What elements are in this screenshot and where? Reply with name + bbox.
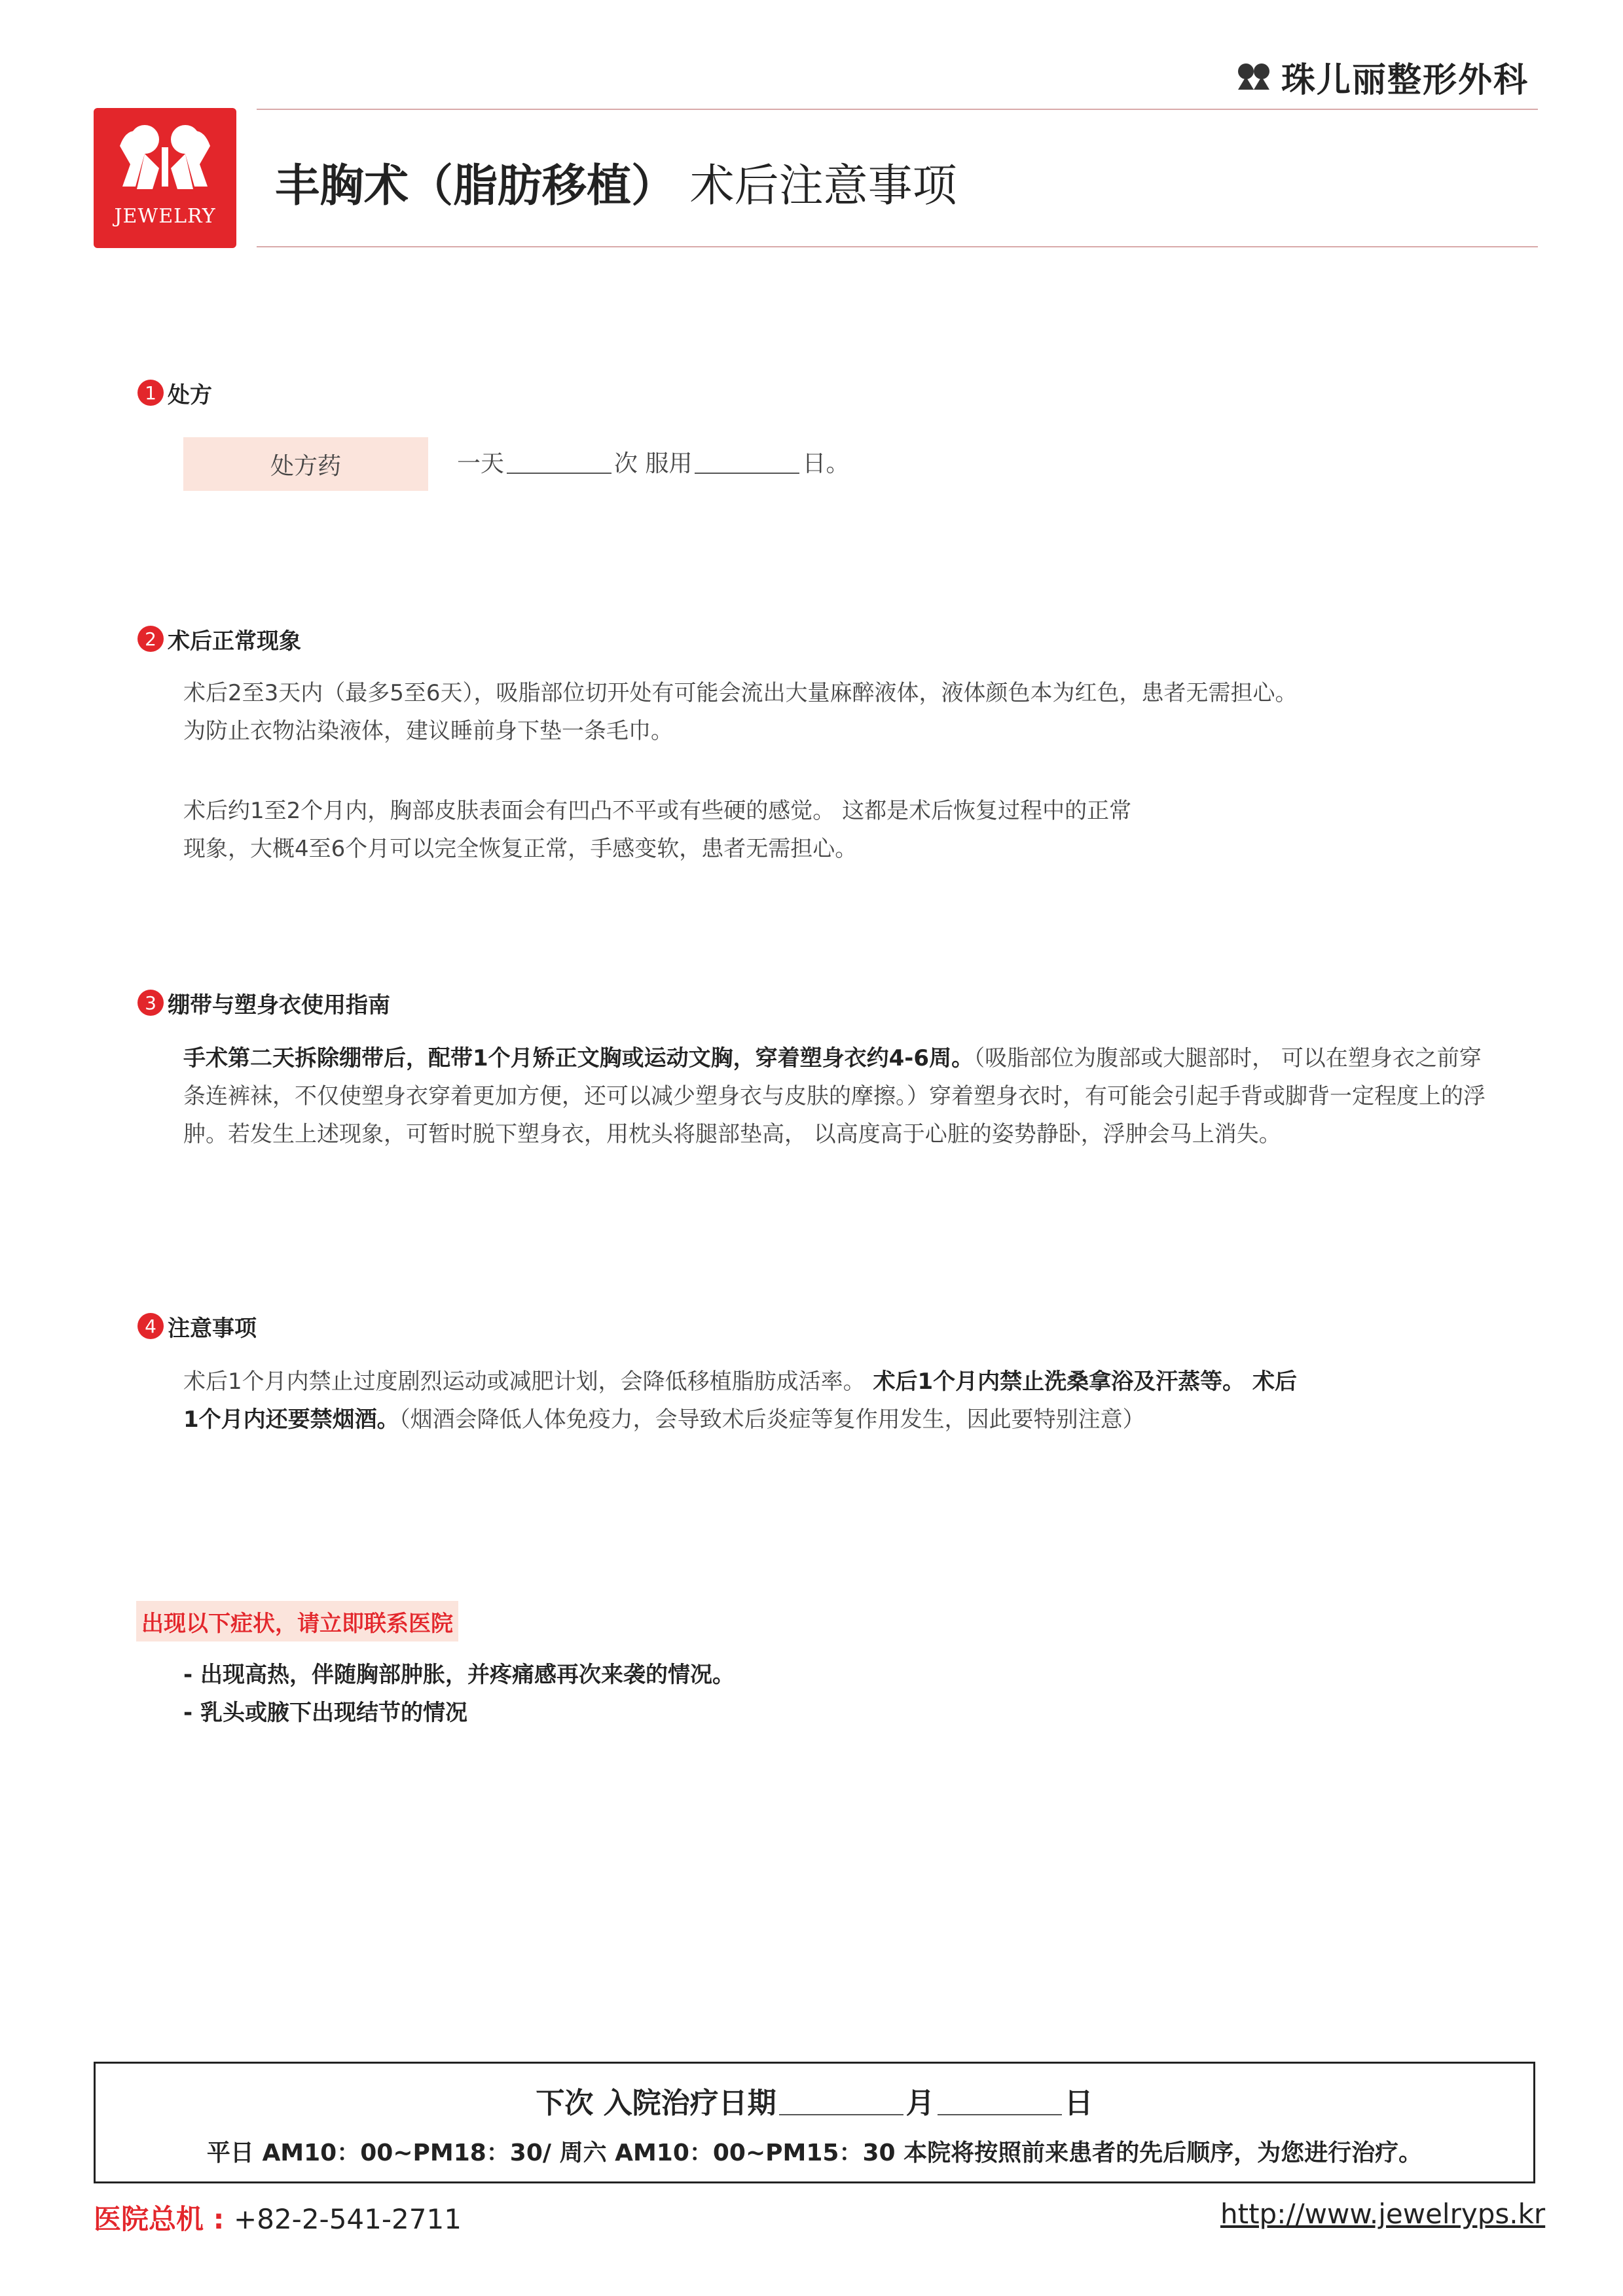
phone-number[interactable]: +82-2-541-2711 (234, 2203, 462, 2235)
days-blank[interactable] (695, 450, 799, 474)
warning-item: - 出现高热，伴随胸部肿胀，并疼痛感再次来袭的情况。 (183, 1662, 735, 1688)
opening-hours: 平日 AM10：00~PM18：30/ 周六 AM10：00~PM15：30 本院将按照前来患者的先后顺序，为您进行治疗。 (206, 2140, 1423, 2166)
section-number-badge: 2 (137, 626, 164, 652)
section-title: 处方 (168, 382, 212, 408)
rx-text-2: 次 服用 (614, 450, 693, 477)
logo-wordmark: JEWELRY (114, 205, 216, 228)
caution-bold: 术后1个月内禁止洗桑拿浴及汗蒸等。 术后1个月内还要禁烟酒。 (183, 1369, 1297, 1433)
phone-label: 医院总机 : (94, 2203, 234, 2235)
page-title (275, 151, 957, 214)
hospital-phone (94, 2198, 462, 2237)
section-title: 绷带与塑身衣使用指南 (168, 992, 390, 1018)
section-number-badge: 3 (137, 990, 164, 1016)
month-blank[interactable] (779, 2085, 903, 2115)
appointment-box (94, 2062, 1535, 2183)
title-bold: 丰胸术（脂肪移植） (275, 160, 676, 212)
rx-text-3: 日。 (802, 450, 850, 477)
caution-detail: （烟酒会降低人体免疫力，会导致术后炎症等复作用发生，因此要特别注意） (399, 1407, 1145, 1433)
warning-item: - 乳头或腋下出现结节的情况 (183, 1700, 467, 1726)
section-3-heading (137, 987, 390, 1018)
brand-header (1234, 54, 1529, 99)
paragraph-line: 现象，大概4至6个月可以完全恢复正常，手感变软，患者无需担心。 (183, 836, 858, 862)
next-appointment-line (96, 2079, 1533, 2121)
paragraph-line: 为防止衣物沾染液体，建议睡前身下垫一条毛巾。 (183, 718, 673, 744)
bold-instruction: 手术第二天拆除绷带后，配带1个月矫正文胸或运动文胸，穿着塑身衣约4-6周。 (183, 1045, 974, 1071)
section-4-heading (137, 1310, 257, 1342)
paragraph-line: 术后约1至2个月内，胸部皮肤表面会有凹凸不平或有些硬的感觉。 这都是术后恢复过程中的正常 (183, 798, 1132, 824)
prescription-label: 处方药 (183, 437, 428, 491)
section-2-heading (137, 623, 301, 655)
title-normal: 术后注意事项 (676, 160, 957, 212)
times-per-day-blank[interactable] (507, 450, 611, 474)
header-rule-top (257, 109, 1538, 110)
brand-name: 珠儿丽整形外科 (1281, 60, 1529, 100)
prescription-line (457, 445, 849, 478)
section-number-badge: 4 (137, 1313, 164, 1339)
website-link[interactable]: http://www.jewelryps.kr (1220, 2198, 1546, 2230)
section-title: 术后正常现象 (168, 628, 301, 655)
section-2-paragraph-2 (183, 792, 1486, 868)
section-4-paragraph (183, 1363, 1303, 1439)
caution-text: 术后1个月内禁止过度剧烈运动或减肥计划，会降低移植脂肪成活率。 (183, 1369, 866, 1395)
brand-mini-logo-icon (1234, 57, 1273, 96)
rx-text-1: 一天 (457, 450, 505, 477)
section-3-paragraph (183, 1039, 1486, 1153)
section-1-heading (137, 377, 212, 408)
day-blank[interactable] (938, 2085, 1062, 2115)
day-label: 日 (1064, 2087, 1093, 2120)
section-title: 注意事项 (168, 1315, 257, 1342)
section-2-paragraph-1 (183, 674, 1486, 750)
warning-heading: 出现以下症状，请立即联系医院 (136, 1601, 458, 1641)
instruction-detail: （吸脂部位为腹部或大腿部时， 可以在塑身衣之前穿条连裤袜，不仅使塑身衣穿着更加方便，还可以减少塑身衣与皮肤的摩擦。）穿着塑身衣时，有可能会引起手背或脚背一定程度上的浮肿。若发生上述现象，可暂时脱下塑身衣，用枕头将腿部垫高， 以高度高于心脏的姿势静卧，浮肿会马上消失。 (183, 1045, 1486, 1147)
section-number-badge: 1 (137, 380, 164, 406)
month-label: 月 (905, 2087, 935, 2120)
appointment-label: 下次 入院治疗日期 (536, 2087, 776, 2120)
jewelry-logo (94, 108, 236, 248)
header-rule-bottom (257, 246, 1538, 247)
warning-list (183, 1656, 735, 1732)
paragraph-line: 术后2至3天内（最多5至6天），吸脂部位切开处有可能会流出大量麻醉液体，液体颜色本为红色，患者无需担心。 (183, 680, 1298, 706)
